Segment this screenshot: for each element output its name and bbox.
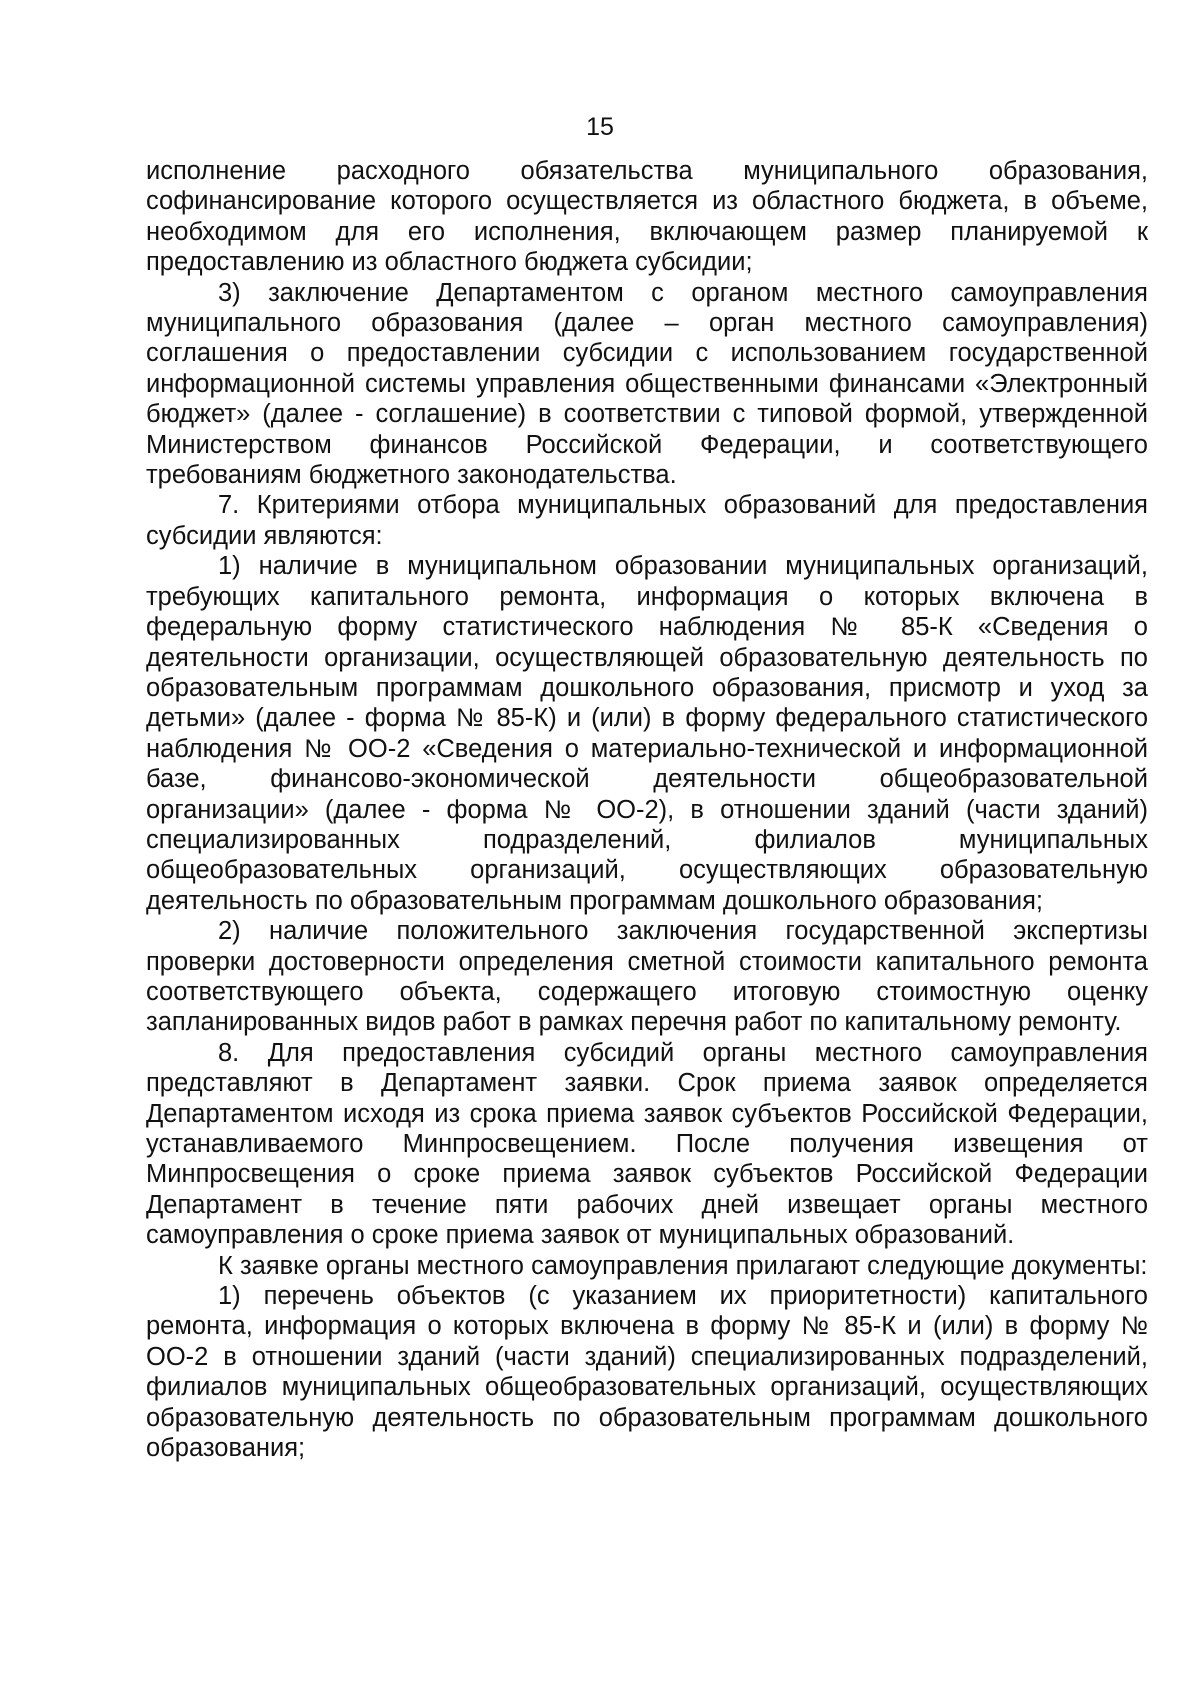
paragraph-attached-documents: К заявке органы местного самоуправления прилагают следующие документы:	[218, 1251, 1148, 1280]
paragraph-criterion-1: 1) наличие в муниципальном образовании муниципальных организаций, требующих капитального ремонта, информация о которых включена в федеральную форму статистического наблюдения № 85-К «Сведения о деятельности организации, осуществляющей образовательную деятельность по образовательным программам дошкольного образования, присмотр и уход за детьми» (далее - форма № 85-К) и (или) в форму федерального статистического наблюдения № ОО-2 «Сведения о материально-технической и информационной базе, финансово-экономической деятельности общеобразовательной организации» (далее - форма № ОО-2), в отношении зданий (части зданий) специализированных подразделений, филиалов муниципальных общеобразовательных организаций, осуществляющих образовательную деятельность по образовательным программам дошкольного образования;	[146, 552, 1148, 915]
paragraph-item-3-agreement: 3) заключение Департаментом с органом местного самоуправления муниципального образования (далее – орган местного самоуправления) соглашения о предоставлении субсидии с использованием государственной информационной системы управления общественными финансами «Электронный бюджет» (далее - соглашение) в соответствии с типовой формой, утвержденной Министерством финансов Российской Федерации, и соответствующего требованиям бюджетного законодательства.	[146, 278, 1148, 490]
paragraph-continuation: исполнение расходного обязательства муниципального образования, софинансирование которого осуществляется из областного бюджета, в объеме, необходимом для его исполнения, включающем размер планируемой к предоставлению из областного бюджета субсидии;	[146, 157, 1148, 277]
page-number: 15	[586, 113, 614, 141]
paragraph-criterion-2: 2) наличие положительного заключения государственной экспертизы проверки достоверности определения сметной стоимости капитального ремонта соответствующего объекта, содержащего итоговую стоимостную оценку запланированных видов работ в рамках перечня работ по капитальному ремонту.	[146, 917, 1148, 1037]
paragraph-document-1-list: 1) перечень объектов (с указанием их приоритетности) капитального ремонта, информация о которых включена в форму № 85-К и (или) в форму № ОО-2 в отношении зданий (части зданий) специализированных подразделений, филиалов муниципальных общеобразовательных организаций, осуществляющих образовательную деятельность по образовательным программам дошкольного образования;	[146, 1282, 1148, 1463]
paragraph-section-7-criteria: 7. Критериями отбора муниципальных образований для предоставления субсидии являются:	[146, 491, 1148, 550]
document-body	[146, 156, 1148, 1463]
paragraph-section-8-applications: 8. Для предоставления субсидий органы местного самоуправления представляют в Департамент заявки. Срок приема заявок определяется Департаментом исходя из срока приема заявок субъектов Российской Федерации, устанавливаемого Минпросвещением. После получения извещения от Минпросвещения о сроке приема заявок субъектов Российской Федерации Департамент в течение пяти рабочих дней извещает органы местного самоуправления о сроке приема заявок от муниципальных образований.	[146, 1038, 1148, 1250]
